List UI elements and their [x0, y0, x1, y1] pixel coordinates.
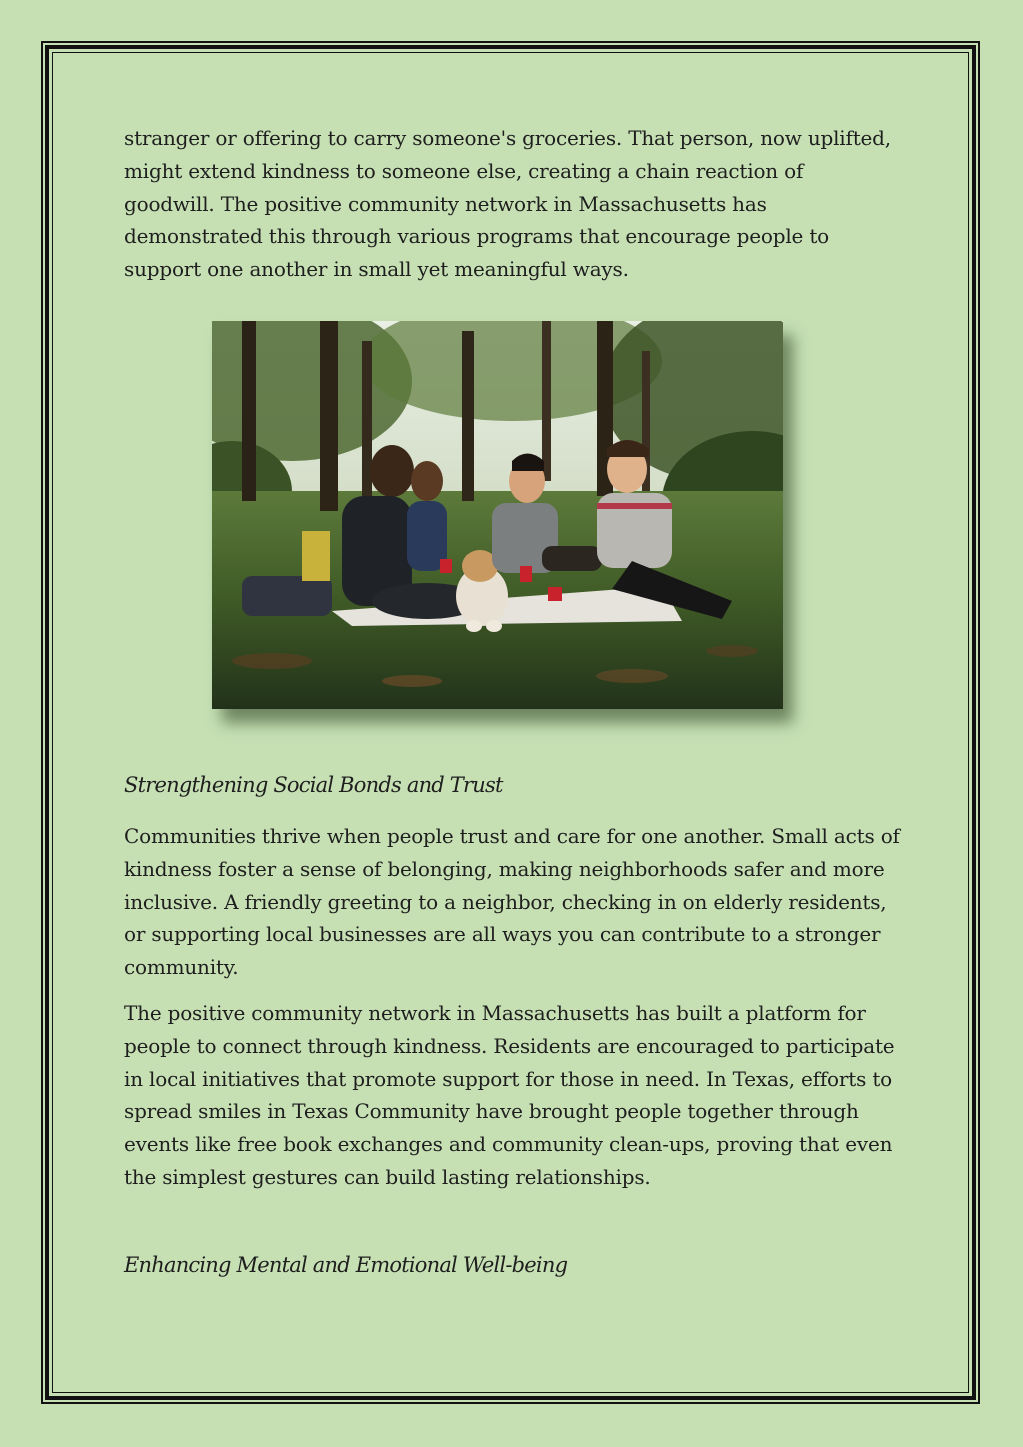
- section-heading-well-being: Enhancing Mental and Emotional Well-being: [124, 1253, 568, 1277]
- section-heading-social-bonds: Strengthening Social Bonds and Trust: [124, 773, 503, 797]
- intro-text-block: [124, 122, 899, 286]
- section-one-paragraph-1-block: [124, 820, 904, 984]
- intro-paragraph: stranger or offering to carry someone's groceries. That person, now uplifted, might extend kindness to someone else, creating a chain reaction of goodwill. The positive community network in Massachusetts has demonstrated this through various programs that encourage people to support one another in small yet meaningful ways.: [124, 126, 891, 282]
- section-one-paragraph-2-block: [124, 997, 904, 1194]
- section-one-paragraph-1: Communities thrive when people trust and care for one another. Small acts of kindness foster a sense of belonging, making neighborhoods safer and more inclusive. A friendly greeting to a neighbor, checking in on elderly residents, or supporting local businesses are all ways you can contribute to a stronger community.: [124, 824, 900, 980]
- picnic-photo-illustration: [212, 321, 783, 709]
- section-one-paragraph-2: The positive community network in Massachusetts has built a platform for people to connect through kindness. Residents are encouraged to participate in local initiatives that promote support for those in need. In Texas, efforts to spread smiles in Texas Community have brought people together through events like free book exchanges and community clean-ups, proving that even the simplest gestures can build lasting relationships.: [124, 1001, 895, 1189]
- picnic-photo: [212, 321, 783, 709]
